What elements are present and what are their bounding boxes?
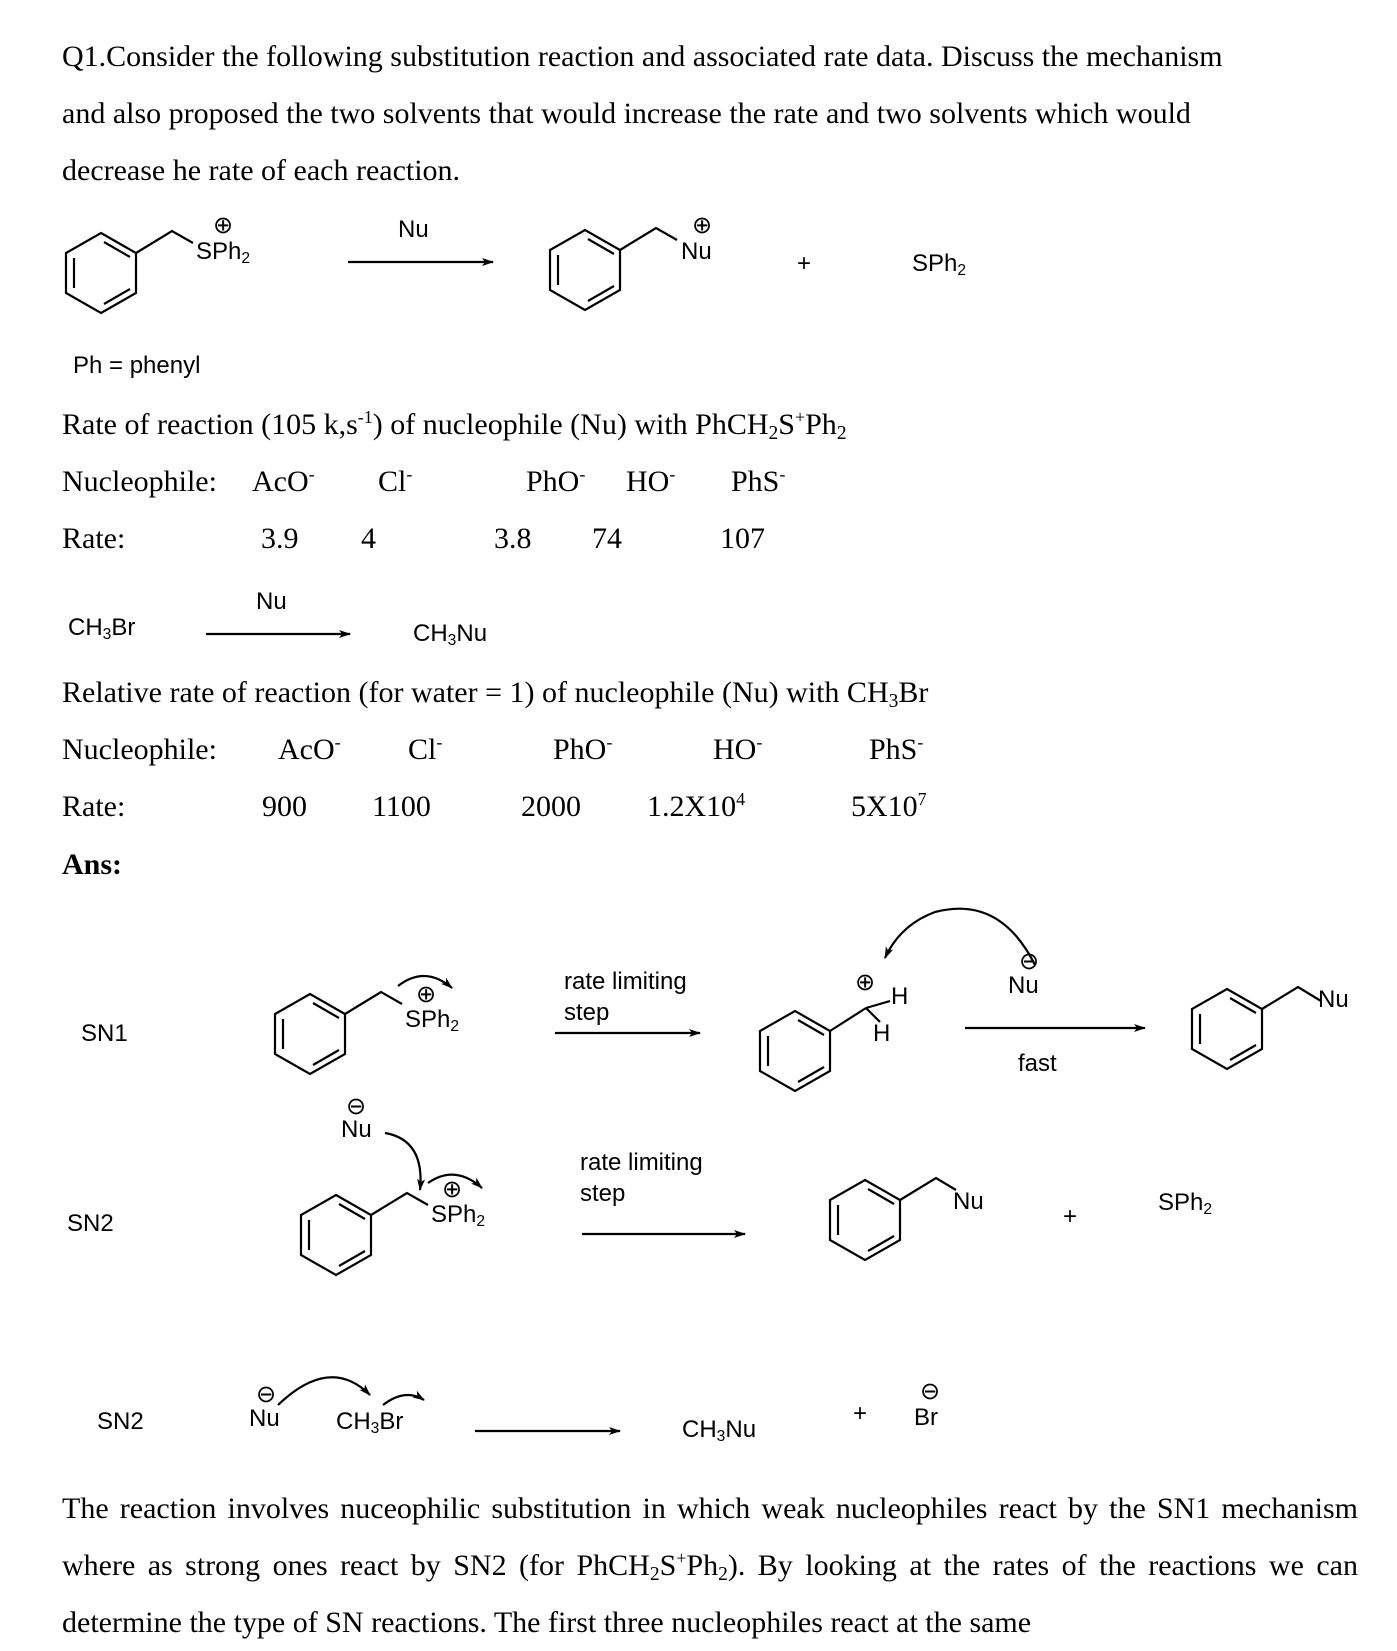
question-line-3: decrease he rate of each reaction. [62, 154, 461, 187]
question-line-2: and also proposed the two solvents that would increase the rate and two solvents which would [62, 97, 1191, 130]
benzene-ring-reactant-1 [66, 233, 136, 313]
table2-rate-label: Rate: [62, 790, 126, 823]
answer-paragraph: The reaction involves nuceophilic substitution in which weak nucleophiles react by the SN1 mechanism where as strong ones react by SN2 (for $PhCH_2S^+Ph_2$). By looking at the rates of the reactions we can determine the type of SN reactions. The first three nucleophiles react at the same [62, 1492, 1358, 1639]
sn2-product-nu: Nu [953, 1188, 984, 1215]
table2-nucleophile: PhS- [869, 732, 924, 766]
carbocation-h2: H [873, 1020, 891, 1047]
sn1-nucleophile: Nu [1008, 972, 1039, 999]
benzyl-bond-1 [136, 231, 193, 253]
sn2-label-1: SN2 [67, 1210, 114, 1237]
sn2-label-2: SN2 [97, 1408, 144, 1435]
table2-nucleophile: Cl- [408, 732, 443, 766]
sn1-product-bond [1262, 987, 1321, 1009]
sn2-byproduct: SPh$_2$ [1158, 1189, 1213, 1218]
sn1-step-label-2: step [564, 999, 610, 1026]
benzene-ring-sn1-reactant [275, 994, 345, 1074]
charge-plus-2: ⊕ [692, 212, 713, 239]
carbocation-bond [830, 1008, 866, 1031]
table1-rate: 3.9 [261, 522, 299, 555]
table1-rate: 74 [592, 522, 622, 555]
sn2-step-label-2: step [580, 1180, 626, 1207]
sn2-nucleophile-arrow [385, 1133, 421, 1190]
carbocation-charge: ⊕ [855, 969, 876, 996]
table2-title: Relative rate of reaction (for water = 1) of nucleophile (Nu) with $CH_3Br$ [62, 676, 929, 712]
benzene-ring-sn2-reactant [301, 1195, 371, 1275]
sn2b-reactant: $CH_3Br$ [336, 1408, 404, 1437]
sn1-nu-charge: ⊖ [1019, 948, 1040, 975]
plus-sign-1: + [797, 250, 812, 277]
sn2-charge: ⊕ [442, 1176, 463, 1203]
sn1-benzyl-bond [345, 992, 402, 1014]
sn1-charge: ⊕ [416, 981, 437, 1008]
table2-rate: 900 [262, 790, 307, 823]
carbocation-h1: H [891, 983, 909, 1010]
table1-nucleophile-label: Nucleophile: [62, 465, 217, 498]
reagent-nu-1: Nu [398, 216, 429, 243]
table2-rate: $5X10^7$ [851, 789, 927, 823]
table1-nucleophile: AcO- [252, 464, 315, 498]
table2-nucleophile: HO- [713, 732, 763, 766]
table1-nucleophile: HO- [626, 464, 676, 498]
sn1-leaving-group: SPh$_2$ [405, 1006, 460, 1035]
sn2b-nucleophile: Nu [249, 1405, 280, 1432]
sn2b-nu-charge: ⊖ [256, 1381, 277, 1408]
sn2-nu-charge: ⊖ [346, 1093, 367, 1120]
sn2-nucleophile: Nu [341, 1116, 372, 1143]
sn1-fast-label: fast [1018, 1050, 1057, 1077]
phenyl-note: Ph = phenyl [73, 352, 201, 379]
sn2-product-bond [900, 1178, 956, 1200]
table1-rate: 107 [720, 522, 765, 555]
leaving-group-1: SPh$_2$ [196, 238, 251, 267]
answer-label: Ans: [62, 848, 123, 881]
byproduct-1: SPh$_2$ [912, 250, 967, 279]
table2-rate: 1100 [372, 790, 431, 823]
table1-nucleophile: PhO- [526, 464, 586, 498]
sn1-label: SN1 [81, 1020, 128, 1047]
benzene-ring-carbocation [760, 1011, 830, 1091]
product-ch3nu: $CH_3Nu$ [413, 620, 488, 649]
benzene-ring-product-1 [550, 230, 620, 310]
sn2b-nucleophile-arrow [278, 1377, 370, 1405]
benzyl-bond-2 [620, 228, 677, 250]
question-line-1: Q1.Consider the following substitution reaction and associated rate data. Discuss the mechanism [62, 40, 1223, 73]
table2-rate: 2000 [521, 790, 581, 823]
product-nu-1: Nu [681, 238, 712, 265]
sn2-plus: + [1063, 1203, 1078, 1230]
sn2b-product: $CH_3Nu$ [682, 1416, 757, 1445]
charge-plus-1: ⊕ [213, 212, 234, 239]
table2-rate: $1.2X10^4$ [647, 789, 746, 823]
table2-nucleophile: PhO- [553, 732, 613, 766]
reactant-ch3br: $CH_3Br$ [68, 614, 136, 643]
nucleophile-attack-arrow [885, 909, 1035, 965]
sn2b-leaving-arrow [383, 1395, 424, 1405]
table1-rate: 3.8 [494, 522, 532, 555]
sn2-leaving-group: SPh$_2$ [431, 1201, 486, 1230]
bromide: Br [914, 1404, 938, 1431]
ch-bond-h1 [866, 1001, 890, 1008]
table1-title: Rate of reaction (105 $k,s^{-1}$) of nucleophile (Nu) with $PhCH_2S^+Ph_2$ [62, 407, 847, 444]
table2-nucleophile-label: Nucleophile: [62, 733, 217, 766]
table2-nucleophile: AcO- [278, 732, 341, 766]
table1-nucleophile: Cl- [378, 464, 413, 498]
table1-rate: 4 [361, 522, 376, 555]
sn2b-plus: + [853, 1400, 868, 1427]
benzene-ring-sn2-product [830, 1180, 900, 1260]
sn2-benzyl-bond [371, 1193, 428, 1215]
table1-rate-label: Rate: [62, 522, 126, 555]
sn1-product-nu: Nu [1318, 986, 1349, 1013]
reagent-nu-2: Nu [256, 588, 287, 615]
sn2-step-label-1: rate limiting [580, 1149, 703, 1176]
bromide-charge: ⊖ [920, 1378, 941, 1405]
table1-nucleophile: PhS- [731, 464, 786, 498]
benzene-ring-sn1-product [1192, 989, 1262, 1069]
sn1-step-label-1: rate limiting [564, 968, 687, 995]
